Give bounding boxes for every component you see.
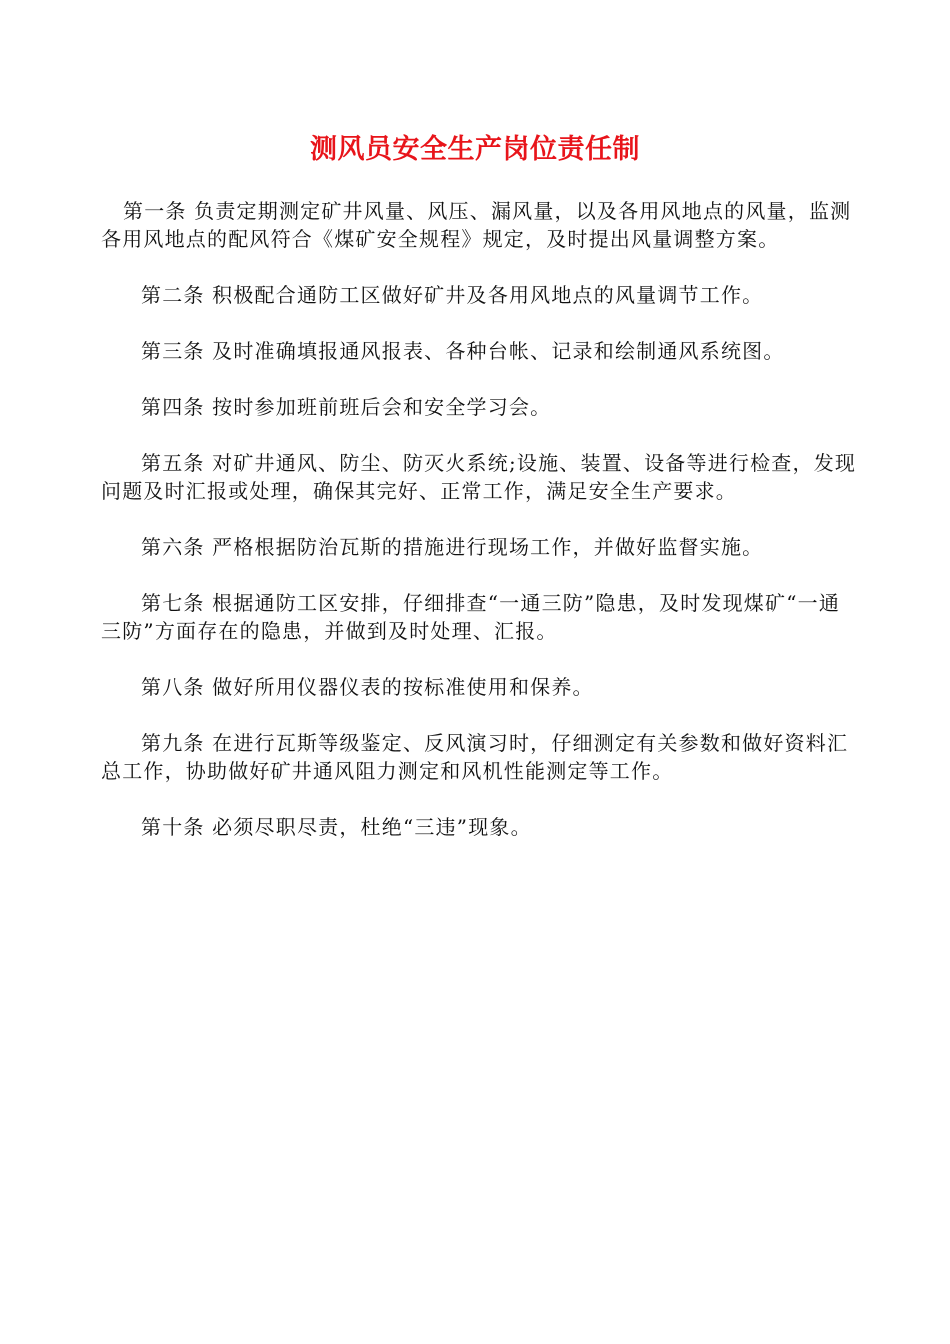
article-6: 第六条 严格根据防治瓦斯的措施进行现场工作，并做好监督实施。 [141, 535, 764, 559]
article-1: 第一条 负责定期测定矿井风量、风压、漏风量，以及各用风地点的风量，监测各用风地点的配风符合《煤矿安全规程》规定，及时提出风量调整方案。 [101, 199, 852, 251]
article-4: 第四条 按时参加班前班后会和安全学习会。 [141, 395, 552, 419]
document-title: 测风员安全生产岗位责任制 [310, 134, 640, 165]
article-9: 第九条 在进行瓦斯等级鉴定、反风演习时，仔细测定有关参数和做好资料汇总工作，协助做好矿井通风阻力测定和风机性能测定等工作。 [101, 731, 849, 783]
article-10: 第十条 必须尽职尽责，杜绝“三违”现象。 [141, 815, 532, 839]
article-5: 第五条 对矿井通风、防尘、防灭火系统;设施、装置、设备等进行检查，发现问题及时汇报或处理，确保其完好、正常工作，满足安全生产要求。 [101, 451, 857, 503]
article-7: 第七条 根据通防工区安排，仔细排查“一通三防”隐患，及时发现煤矿“一通三防”方面存在的隐患，并做到及时处理、汇报。 [101, 591, 841, 643]
article-3: 第三条 及时准确填报通风报表、各种台帐、记录和绘制通风系统图。 [141, 339, 785, 363]
article-2: 第二条 积极配合通防工区做好矿井及各用风地点的风量调节工作。 [141, 283, 764, 307]
document-body [101, 197, 861, 869]
article-8: 第八条 做好所用仪器仪表的按标准使用和保养。 [141, 675, 594, 699]
